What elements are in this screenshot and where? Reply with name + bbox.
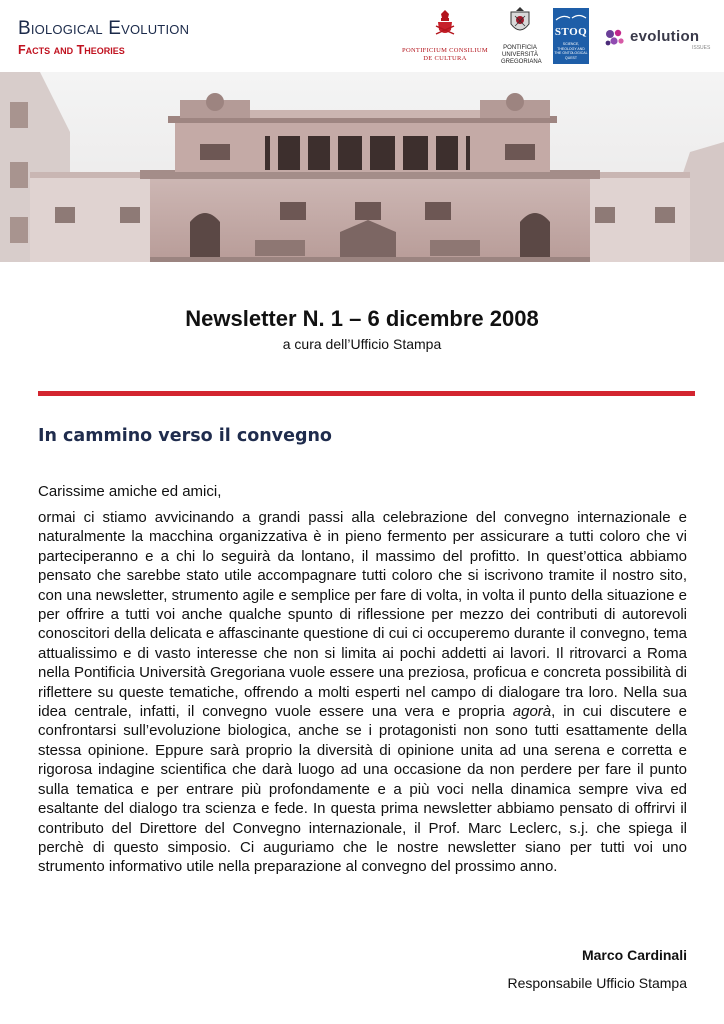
newsletter-subtitle: a cura dell’Ufficio Stampa bbox=[282, 336, 442, 352]
partner-logos bbox=[395, 6, 716, 68]
papal-crest-icon bbox=[430, 8, 460, 38]
brand-subtitle: Facts and Theories bbox=[18, 43, 125, 57]
brand-title: Biological Evolution bbox=[18, 18, 190, 39]
gregoriana-crest-icon bbox=[506, 6, 534, 38]
gregoriana-label-line3: GREGORIANA bbox=[501, 59, 542, 65]
article-heading: In cammino verso il convegno bbox=[38, 426, 332, 446]
stoq-small-line2: THEOLOGY AND bbox=[557, 46, 585, 51]
gregoriana-label-line1: PONTIFICIA bbox=[503, 45, 537, 51]
pontificium-label-line1: PONTIFICIUM CONSILIUM bbox=[402, 47, 488, 54]
article-body-part1: ormai ci stiamo avvicinando a grandi passi alla celebrazione del convegno internazionale e naturalmente la macchina organizzativa è in pieno fermento per assicurare a tutti coloro che vi parteciperanno e a chi lo seguirà da lontano, il massimo del profitto. In quest’ottica abbiamo pensato che sarebbe stato utile accompagnare tutti coloro che si iscrivono tramite il nostro sito, con una newsletter, strumento agile e semplice per fare di volta, in volta il punto della situazione e per offrire a tutti voi anche qualche spunto di riflessione per mezzo dei contributi di autorevoli conoscitori della delicata e affascinante questione di cui ci occuperemo durante il convegno, tema attualissimo e di vasto interesse che non si limita ai pochi addetti ai lavori. Il ritrovarci a Roma nella Pontificia Università Gregoriana vuole essere una preziosa, proficua e concreta possibilità di riflettere su queste tematiche, offrendo a molti esperti nel campo di dialogare tra loro. Nella sua idea centrale, infatti, il convegno vuole essere una vera e propria bbox=[38, 509, 687, 721]
stoq-hands-icon bbox=[553, 10, 589, 26]
divider bbox=[38, 391, 695, 396]
evolution-word: evolution bbox=[630, 28, 700, 45]
gregoriana-label-line2: UNIVERSITÀ bbox=[501, 52, 538, 58]
evolution-swirl-icon bbox=[600, 24, 628, 52]
pontificium-consilium-logo bbox=[400, 8, 490, 63]
gregoriana-logo bbox=[501, 6, 542, 66]
gregoriana-building-photo bbox=[0, 72, 724, 262]
article-body-emphasis: agorà bbox=[512, 703, 552, 721]
brand-block bbox=[18, 18, 189, 57]
stoq-label: STOQ bbox=[554, 26, 588, 38]
article-body bbox=[38, 508, 687, 877]
evolution-issues-logo bbox=[600, 22, 715, 54]
stoq-small-line3: THE ONTOLOGICAL bbox=[554, 51, 588, 55]
article-greeting: Carissime amiche ed amici, bbox=[38, 483, 222, 500]
stoq-small-line1: SCIENCE, bbox=[562, 42, 580, 46]
stoq-small-line4: QUEST bbox=[564, 55, 578, 60]
newsletter-title: Newsletter N. 1 – 6 dicembre 2008 bbox=[185, 306, 539, 331]
evolution-tag: ISSUES bbox=[692, 45, 711, 51]
article-body-part2: , in cui discutere e confrontarsi sull’evoluzione biologica, anche se i protagonisti non sono tutti esattamente della stessa opinione. Eppure sarà proprio la diversità di opinione unita ad una serena e corretta e rigorosa indagine scientifica che darà luogo ad una occasione da non perdere per fare il punto sulla tematica e per entrare più profondamente e a più voci nella dinamica sempre viva ed esaltante del dialogo tra scienza e fede. In questa prima newsletter abbiamo pensato di offrirvi il contributo del Direttore del Convegno internazionale, il Prof. Marc Leclerc, s.j. che spiega il perchè di questo simposio. Ci auguriamo che le nostre newsletter siano per tutti voi uno strumento informativo utile nella preparazione al convegno del prossimo anno. bbox=[38, 703, 688, 876]
signature-name: Marco Cardinali bbox=[581, 947, 687, 963]
stoq-logo bbox=[553, 8, 589, 64]
pontificium-label-line2: DE CULTURA bbox=[423, 55, 467, 62]
signature-role: Responsabile Ufficio Stampa bbox=[507, 975, 687, 991]
